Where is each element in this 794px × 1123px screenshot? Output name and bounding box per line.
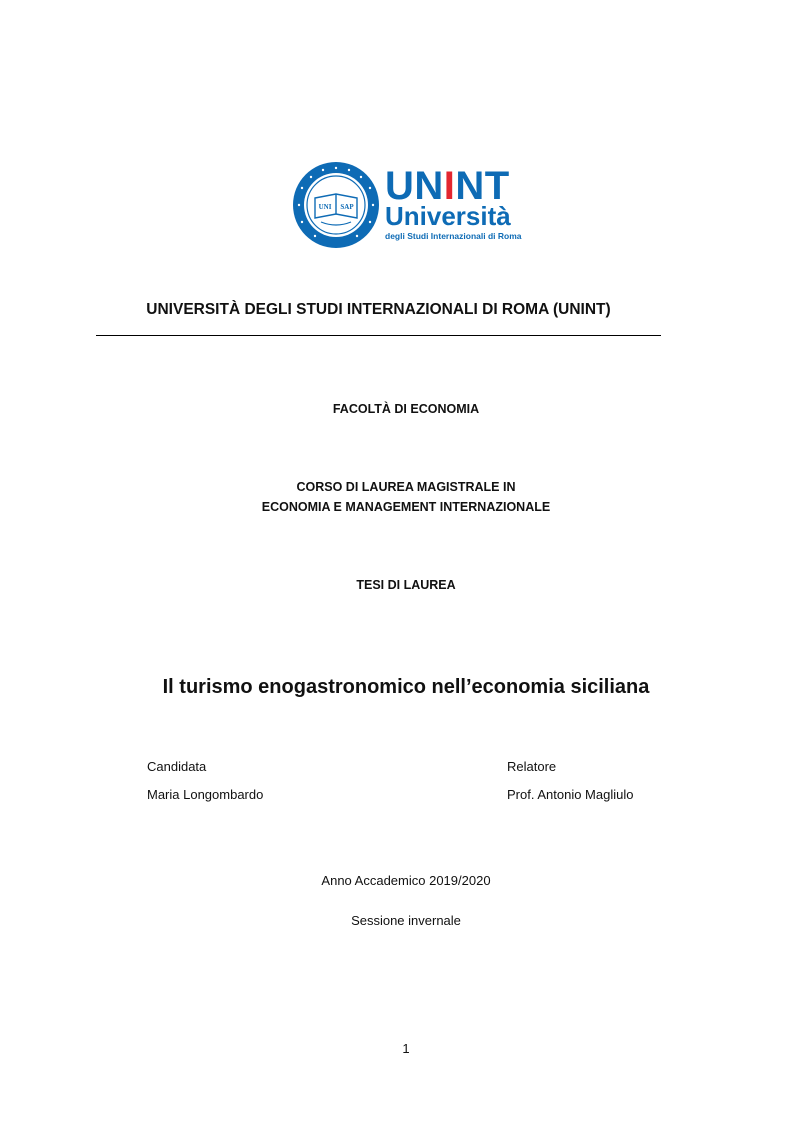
brand-universita: Università <box>385 201 511 231</box>
thesis-title: Il turismo enogastronomico nell’economia siciliana <box>162 676 650 698</box>
brand-text <box>385 164 522 242</box>
course-line-1: CORSO DI LAUREA MAGISTRALE IN <box>296 480 516 494</box>
university-logo <box>291 160 523 250</box>
faculty-name: FACOLTÀ DI ECONOMIA <box>332 402 480 416</box>
seal-book-left-text: UNI <box>318 203 332 211</box>
advisor-name: Prof. Antonio Magliulo <box>507 787 634 802</box>
brand-wordmark: UNINT <box>385 164 510 208</box>
brand-subtitle: degli Studi Internazionali di Roma <box>385 231 522 241</box>
advisor-label: Relatore <box>507 759 557 774</box>
page-number: 1 <box>402 1041 410 1056</box>
university-name: UNIVERSITÀ DEGLI STUDI INTERNAZIONALI DI ROMA (UNINT) <box>146 301 611 318</box>
candidate-name: Maria Longombardo <box>147 787 264 802</box>
university-seal-icon <box>291 160 381 250</box>
candidate-label: Candidata <box>147 759 207 774</box>
session: Sessione invernale <box>351 913 461 928</box>
header-divider <box>96 335 661 336</box>
document-type: TESI DI LAUREA <box>356 578 456 592</box>
seal-book-right-text: SAP <box>340 203 354 211</box>
academic-year: Anno Accademico 2019/2020 <box>321 873 491 888</box>
course-line-2: ECONOMIA E MANAGEMENT INTERNAZIONALE <box>261 500 551 514</box>
